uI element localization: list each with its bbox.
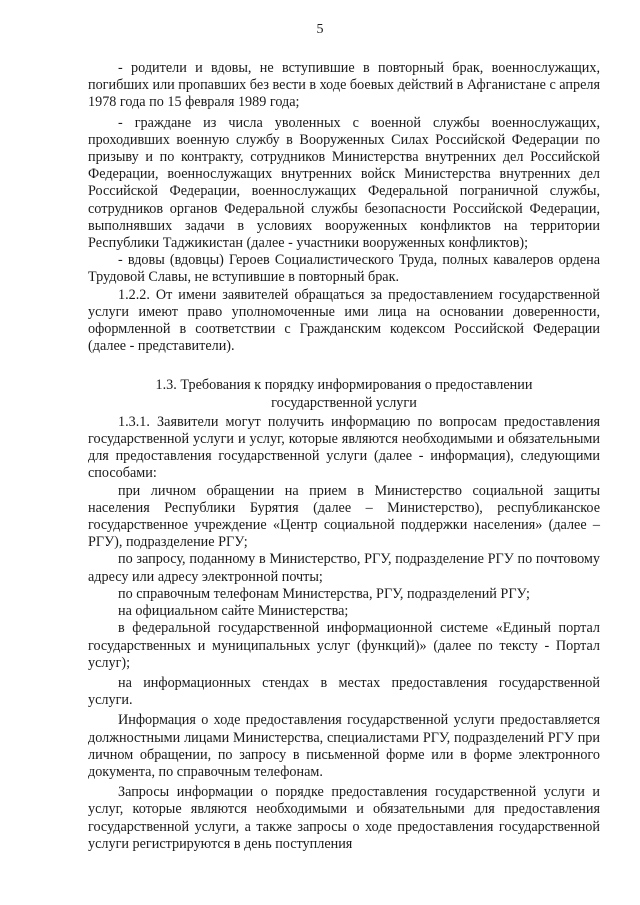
paragraph-info-stands: на информационных стендах в местах предоставления государственной услуги. <box>88 674 600 709</box>
paragraph-unified-portal: в федеральной государственной информационной системе «Единый портал государственных и муниципальных услуг (функций)» (далее по тексту - Портал услуг); <box>88 620 600 671</box>
paragraph-widows-heroes: - вдовы (вдовцы) Героев Социалистического Труда, полных кавалеров ордена Трудовой Славы, не вступившие в повторный брак. <box>88 252 600 286</box>
paragraph-official-site: на официальном сайте Министерства; <box>118 603 349 620</box>
page-number: 5 <box>316 22 324 37</box>
document-body <box>88 60 600 853</box>
paragraph-1-3-1: 1.3.1. Заявители могут получить информацию по вопросам предоставления государственной услуги и услуг, которые являются необходимыми и обязательными для предоставления государственной услуги (далее - информация), следующими способами: <box>88 413 600 482</box>
section-title-line-2: государственной услуги <box>271 394 417 411</box>
paragraph-representatives: 1.2.2. От имени заявителей обращаться за предоставлением государственной услуги имеют право уполномоченные ими лица на основании доверенности, оформленной в соответствии с Гражданским кодексом Российской Федерации (далее - представители). <box>88 286 600 355</box>
paragraph-progress-info: Информация о ходе предоставления государственной услуги предоставляется должностными лицами Министерства, специалистами РГУ, подразделений РГУ при личном обращении, по запросу в письменной форме или в форме электронного документа, по справочным телефонам. <box>88 712 600 780</box>
section-title-line-1: 1.3. Требования к порядку информирования о предоставлении <box>155 377 533 394</box>
paragraph-phones: по справочным телефонам Министерства, РГУ, подразделений РГУ; <box>118 585 530 602</box>
paragraph-tajikistan-veterans: - граждане из числа уволенных с военной службы военнослужащих, проходивших военную службу в Вооруженных Силах Российской Федерации по призыву и по контракту, сотрудников Министерства внутренних дел Российской Федерации, военнослужащих внутренних войск Министерства внутренних дел Российской Федерации, военнослужащих Федеральной пограничной службы, сотрудников органов Федеральной службы безопасности Российской Федерации, выполнявших задачи в условиях вооруженных конфликтов на территории Республики Таджикистан (далее - участники вооруженных конфликтов); <box>88 114 600 252</box>
paragraph-personal-visit: при личном обращении на прием в Министерство социальной защиты населения Республики Бурятия (далее – Министерство), республиканское государственное учреждение «Центр социальной поддержки населения» (далее – РГУ), подразделение РГУ; <box>88 482 600 551</box>
paragraph-afghan-parents: - родители и вдовы, не вступившие в повторный брак, военнослужащих, погибших или пропавших без вести в ходе боевых действий в Афганистане с апреля 1978 года по 15 февраля 1989 года; <box>88 60 600 111</box>
paragraph-postal-request: по запросу, поданному в Министерство, РГУ, подразделение РГУ по почтовому адресу или адресу электронной почты; <box>88 551 600 585</box>
paragraph-requests-registration: Запросы информации о порядке предоставления государственной услуги и услуг, которые являются необходимыми и обязательными для предоставления государственной услуги, а также запросы о ходе предоставления государственной услуги регистрируются в день поступления <box>88 784 600 852</box>
section-title <box>88 377 600 411</box>
